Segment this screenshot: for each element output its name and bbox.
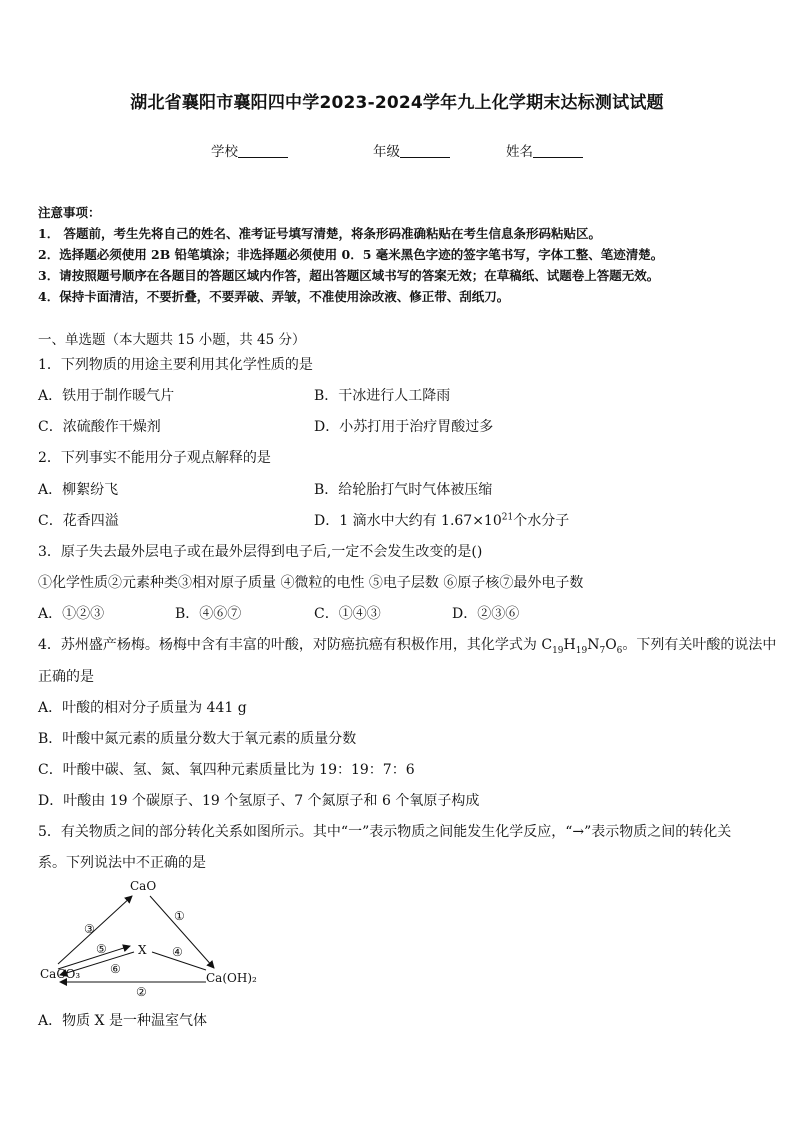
q1-option-a: A．铁用于制作暖气片 bbox=[38, 388, 175, 404]
label-n6: ⑥ bbox=[110, 962, 121, 976]
label-cao: CaO bbox=[130, 879, 157, 893]
note-item-3: 3．请按照题号顺序在各题目的答题区域内作答，超出答题区域书写的答案无效；在草稿纸、试题卷上答题无效。 bbox=[38, 268, 660, 283]
q2-option-d-text: D．1 滴水中大约有 1.67×10 bbox=[314, 513, 502, 529]
page-title: 湖北省襄阳市襄阳四中学2023-2024学年九上化学期末达标测试试题 bbox=[130, 93, 664, 113]
grade-field bbox=[373, 140, 450, 160]
q5-option-a: A．物质 X 是一种温室气体 bbox=[38, 1013, 207, 1029]
school-blank bbox=[238, 145, 288, 158]
formula-n-count: 7 bbox=[599, 645, 606, 656]
label-n1: ① bbox=[174, 909, 185, 923]
q3-option-d: D．②③⑥ bbox=[452, 606, 520, 622]
school-field bbox=[211, 140, 288, 160]
q4-stem-line2: 正确的是 bbox=[38, 669, 94, 685]
q2-option-c: C．花香四溢 bbox=[38, 513, 119, 529]
note-item-2: 2．选择题必须使用 2B 铅笔填涂；非选择题必须使用 0．5 毫米黑色字迹的签字笔书写，字体工整、笔迹清楚。 bbox=[38, 247, 664, 262]
q3-option-b: B．④⑥⑦ bbox=[175, 606, 242, 622]
arrow-caco3-to-cao bbox=[58, 896, 132, 964]
section-heading: 一、单选题（本大题共 15 小题，共 45 分） bbox=[38, 332, 306, 348]
label-n5: ⑤ bbox=[96, 942, 107, 956]
q2-option-d-tail: 个水分子 bbox=[513, 513, 570, 529]
q3-option-a: A．①②③ bbox=[38, 606, 105, 622]
q1-option-b: B．干冰进行人工降雨 bbox=[314, 388, 451, 404]
q4-option-d: D．叶酸由 19 个碳原子、19 个氢原子、7 个氮原子和 6 个氧原子构成 bbox=[38, 793, 480, 809]
name-blank bbox=[533, 145, 583, 158]
grade-blank bbox=[400, 145, 450, 158]
label-n3: ③ bbox=[84, 922, 95, 936]
q1-stem: 1．下列物质的用途主要利用其化学性质的是 bbox=[38, 357, 313, 373]
school-label: 学校 bbox=[211, 144, 238, 160]
name-label: 姓名 bbox=[506, 144, 533, 160]
grade-label: 年级 bbox=[373, 144, 400, 160]
label-caco3: CaCO₃ bbox=[40, 967, 81, 981]
name-field bbox=[506, 140, 583, 160]
q4-option-c: C．叶酸中碳、氢、氮、氧四种元素质量比为 19：19：7：6 bbox=[38, 762, 415, 778]
q4-stem-tail: 。下列有关叶酸的说法中 bbox=[622, 637, 777, 653]
formula-h-count: 19 bbox=[575, 645, 588, 656]
q4-stem-text: 4．苏州盛产杨梅。杨梅中含有丰富的叶酸，对防癌抗癌有积极作用，其化学式为 C bbox=[38, 637, 553, 653]
q2-option-b: B．给轮胎打气时气体被压缩 bbox=[314, 482, 493, 498]
q2-option-a: A．柳絮纷飞 bbox=[38, 482, 119, 498]
formula-c-count: 19 bbox=[552, 645, 564, 656]
label-caoh2: Ca(OH)₂ bbox=[206, 971, 257, 985]
formula-h: H bbox=[563, 637, 576, 653]
q4-stem bbox=[38, 634, 776, 656]
q3-stem: 3．原子失去最外层电子或在最外层得到电子后,一定不会发生改变的是() bbox=[38, 544, 483, 560]
notes-heading: 注意事项： bbox=[38, 205, 101, 220]
q2-stem: 2．下列事实不能用分子观点解释的是 bbox=[38, 450, 271, 466]
conversion-diagram bbox=[38, 876, 278, 1006]
q4-option-b: B．叶酸中氮元素的质量分数大于氧元素的质量分数 bbox=[38, 731, 357, 747]
formula-n: N bbox=[587, 637, 600, 653]
q3-list: ①化学性质②元素种类③相对原子质量 ④微粒的电性 ⑤电子层数 ⑥原子核⑦最外电子数 bbox=[38, 575, 584, 591]
note-item-4: 4．保持卡面清洁，不要折叠，不要弄破、弄皱，不准使用涂改液、修正带、刮纸刀。 bbox=[38, 289, 510, 304]
q1-option-d: D．小苏打用于治疗胃酸过多 bbox=[314, 419, 494, 435]
q1-option-c: C．浓硫酸作干燥剂 bbox=[38, 419, 161, 435]
label-x: X bbox=[138, 943, 147, 957]
label-n4: ④ bbox=[172, 945, 183, 959]
q2-option-d-exponent: 21 bbox=[501, 512, 514, 523]
q3-option-c: C．①④③ bbox=[314, 606, 381, 622]
q5-stem-line1: 5．有关物质之间的部分转化关系如图所示。其中“一”表示物质之间能发生化学反应，“→”表示物质之间的转化关 bbox=[38, 824, 732, 840]
formula-o-count: 6 bbox=[616, 645, 623, 656]
note-item-1: 1． 答题前，考生先将自己的姓名、准考证号填写清楚，将条形码准确粘贴在考生信息条形码粘贴区。 bbox=[38, 226, 602, 241]
q5-stem-line2: 系。下列说法中不正确的是 bbox=[38, 855, 206, 871]
q4-option-a: A．叶酸的相对分子质量为 441 g bbox=[38, 700, 247, 716]
q2-option-d bbox=[314, 510, 569, 530]
label-n2: ② bbox=[136, 985, 147, 999]
formula-o: O bbox=[605, 637, 617, 653]
